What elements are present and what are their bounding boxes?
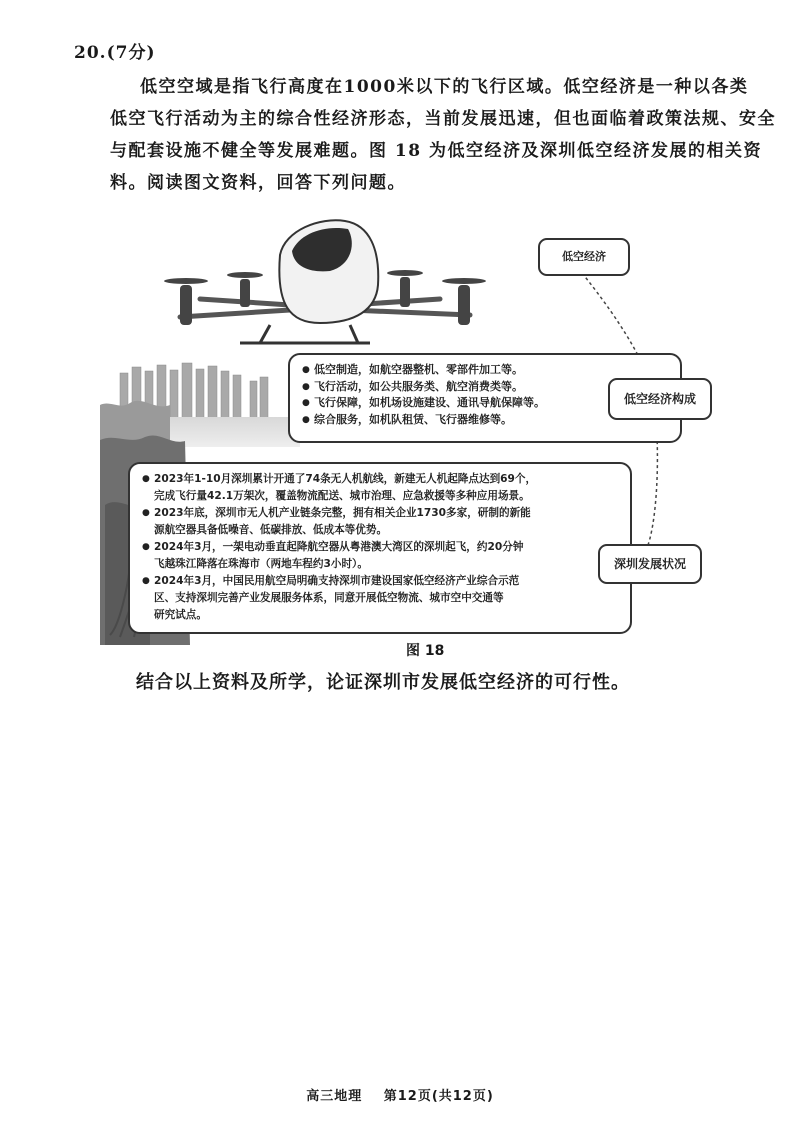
figure-caption: 图 18 (406, 643, 445, 659)
development-item: ● 2023年底，深圳市无人机产业链条完整，拥有相关企业1730多家，研制的新能 (142, 505, 620, 522)
development-callout (128, 462, 632, 634)
footer-page: 第12页(共12页) (383, 1089, 494, 1104)
development-item: 区、支持深圳完善产业发展服务体系，同意开展低空物流、城市空中交通等 (154, 592, 504, 604)
question-number: 20.(7分) (74, 43, 156, 63)
page-footer (0, 1085, 800, 1104)
question-prompt: 结合以上资料及所学，论证深圳市发展低空经济的可行性。 (136, 672, 630, 693)
composition-item: ● 低空制造，如航空器整机、零部件加工等。 (302, 362, 670, 379)
paragraph-line-1: 低空空域是指飞行高度在1000米以下的飞行区域。低空经济是一种以各类 (140, 77, 749, 97)
composition-item: ● 综合服务，如机队租赁、飞行器维修等。 (302, 412, 670, 429)
development-item: ● 2024年3月，一架电动垂直起降航空器从粤港澳大湾区的深圳起飞，约20分钟 (142, 539, 620, 556)
node-low-altitude-economy: 低空经济 (538, 238, 630, 276)
paragraph-line-4: 料。阅读图文资料，回答下列问题。 (110, 173, 406, 193)
development-item: ● 2024年3月，中国民用航空局明确支持深圳市建设国家低空经济产业综合示范 (142, 573, 620, 590)
node-composition: 低空经济构成 (608, 378, 712, 420)
paragraph-line-3: 与配套设施不健全等发展难题。图 18 为低空经济及深圳低空经济发展的相关资 (110, 141, 762, 161)
development-item: 源航空器具备低噪音、低碳排放、低成本等优势。 (154, 524, 388, 536)
development-item: 研究试点。 (154, 609, 207, 621)
composition-item: ● 飞行保障，如机场设施建设、通讯导航保障等。 (302, 395, 670, 412)
development-item: ● 2023年1-10月深圳累计开通了74条无人机航线，新建无人机起降点达到69个， (142, 471, 620, 488)
footer-subject: 高三地理 (306, 1089, 363, 1104)
composition-item: ● 飞行活动，如公共服务类、航空消费类等。 (302, 379, 670, 396)
figure-18 (100, 205, 800, 645)
evtol-drone-image (164, 220, 486, 343)
development-item: 飞越珠江降落在珠海市（两地车程约3小时）。 (154, 558, 368, 570)
node-shenzhen-development: 深圳发展状况 (598, 544, 702, 584)
development-item: 完成飞行量42.1万架次，覆盖物流配送、城市治理、应急救援等多种应用场景。 (154, 490, 530, 502)
paragraph-line-2: 低空飞行活动为主的综合性经济形态，当前发展迅速，但也面临着政策法规、安全 (110, 109, 776, 129)
